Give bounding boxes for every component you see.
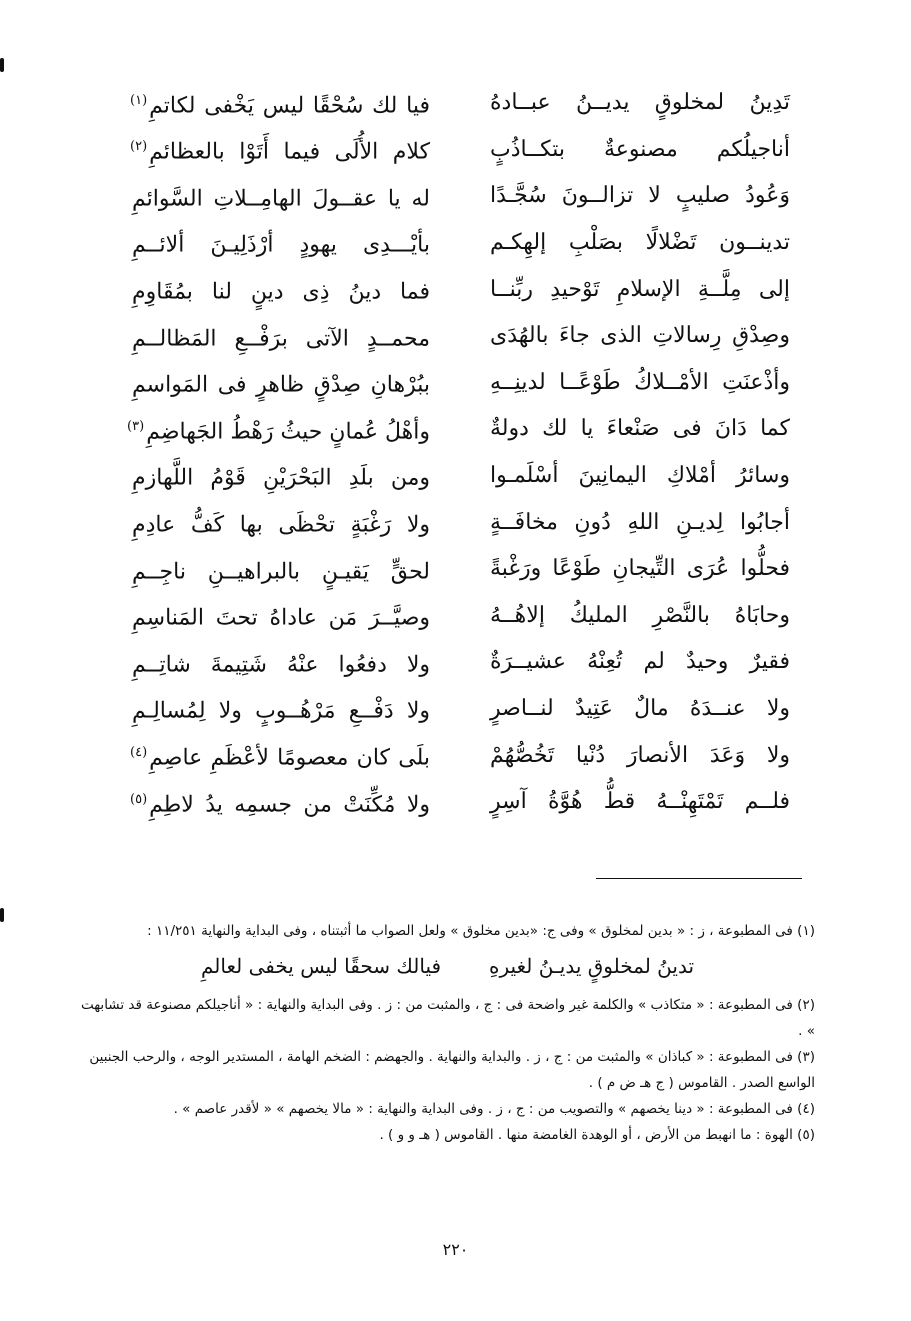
hemistich-text: وأهْلُ عُمانٍ حيثُ رَهْطُ الجَهاضِمِ [146, 419, 430, 445]
verse-line [130, 639, 790, 686]
verse-right-hemistich: تدينــون تَضْلالًا بصَلْبِ إلهِكـم [490, 230, 790, 256]
footnote-verse-right: تدينُ لمخلوقٍ يديـنُ لغيرهِ [489, 954, 695, 978]
hemistich-text: فيا لك سُحْقًا ليس يَخْفى لكاتمِ [149, 92, 430, 118]
footnote-1: (١) فى المطبوعة ، ز : « بدين لمخلوق » وفى ج: «بدين مخلوق » ولعل الصواب ما أثبتناه ، وفى البداية والنهاية ١١/٢٥١ : [147, 923, 815, 939]
verse-line [130, 80, 790, 127]
verse-line [130, 499, 790, 546]
verse-right-hemistich: وصِدْقِ رِسالاتِ الذى جاءَ بالهُدَى [490, 323, 790, 349]
footnote-divider [596, 878, 802, 879]
verse-right-hemistich: وَعُودُ صليبٍ لا تزالــونَ سُجَّـدًا [490, 183, 790, 209]
verse-left-hemistich [130, 590, 430, 641]
verse-left-hemistich [130, 311, 430, 362]
verse-line [127, 406, 790, 453]
verse-line [130, 546, 790, 593]
footnotes [80, 918, 815, 1148]
verse-left-hemistich [130, 544, 430, 595]
footnote-ref: (٥) [130, 791, 148, 807]
verse-right-hemistich: إلى مِلَّــةِ الإسلامِ تَوْحيدِ ربِّنــا [490, 276, 790, 302]
hemistich-text: وصيَّــرَ مَن عاداهُ تحتَ المَناسِمِ [132, 605, 430, 631]
scan-edge-mark [0, 58, 4, 72]
verse-right-hemistich: تَدِينُ لمخلوقٍ يديــنُ عبــادهُ [490, 90, 790, 116]
hemistich-text: بأيْـــدِى يهودٍ أرْذَلِيـنَ ألائــمِ [132, 232, 430, 258]
hemistich-text: كلام الأُلَى فيما أَتَوْا بالعظائمِ [149, 139, 430, 165]
verse-left-hemistich [130, 264, 430, 315]
footnote-1-verse [80, 946, 815, 986]
verse-left-hemistich [127, 404, 430, 455]
hemistich-text: فما دينُ ذِى دينٍ لنا بمُقَاوِمِ [132, 279, 430, 305]
verse-left-hemistich [130, 171, 430, 222]
verse-line [130, 266, 790, 313]
hemistich-text: له يا عقــولَ الهامِــلاتِ السَّوائمِ [132, 186, 430, 212]
verse-right-hemistich: وسائرُ أمْلاكِ اليمانِينَ أسْلَمـوا [490, 463, 790, 489]
verse-left-hemistich [130, 124, 430, 175]
verse-line [130, 313, 790, 360]
hemistich-text: ولا دَفْــعِ مَرْهُــوبٍ ولا لِمُسالِـمِ [132, 698, 430, 724]
hemistich-text: ولا رَغْبَةٍ تحْظَى بها كَفُّ عادِمِ [132, 512, 430, 538]
hemistich-text: محمــدٍ الآتى برَفْــعِ المَظالــمِ [132, 325, 430, 351]
verse-right-hemistich: أناجيلُكم مصنوعةٌ بتكــاذُبٍ [490, 136, 790, 162]
hemistich-text: ببُرْهانِ صِدْقٍ ظاهرٍ فى المَواسمِ [132, 372, 430, 398]
verse-right-hemistich: وأذْعنَتِ الأمْــلاكُ طَوْعًــا لدينِــهِ [490, 369, 790, 395]
verse-left-hemistich [130, 357, 430, 408]
footnote-ref: (٤) [130, 744, 148, 760]
verse-left-hemistich [130, 637, 430, 688]
verse-right-hemistich: فقيرٌ وحيدٌ لم تُعِنْهُ عشيــرَةٌ [490, 649, 790, 675]
verse-line [130, 732, 790, 779]
verse-right-hemistich: فحلُّوا عُرَى التِّيجانِ طَوْعًا ورَغْبةً [490, 556, 790, 582]
page-number: ٢٢٠ [442, 1240, 469, 1259]
verse-left-hemistich [130, 217, 430, 268]
verse-right-hemistich: ولا وَعَدَ الأنصارَ دُنْيا تَخُصُّهُمْ [490, 742, 790, 768]
verse-left-hemistich [130, 777, 430, 828]
footnote-ref: (٣) [127, 418, 145, 434]
verse-right-hemistich: ولا عنــدَهُ مالٌ عَتِيدٌ لنــاصرٍ [490, 696, 790, 722]
footnote-ref: (١) [130, 92, 148, 108]
footnote-verse-left: فيالك سحقًا ليس يخفى لعالمِ [200, 954, 442, 978]
verse-right-hemistich: أجابُوا لِديـنِ اللهِ دُونِ مخافَــةٍ [490, 509, 790, 535]
verse-line [130, 779, 790, 826]
footnote-2: (٢) فى المطبوعة : « متكاذب » والكلمة غير واضحة فى : ج ، والمثبت من : ز . وفى البداية والنهاية : « أناجيلكم مصنوعة قد تشابهت » . [80, 997, 815, 1039]
scan-edge-mark [0, 908, 4, 922]
footnote-3: (٣) فى المطبوعة : « كباذان » والمثبت من : ج ، ز . والبداية والنهاية . والجهضم : الضخم الهامة ، المستدير الوجه ، والرحب الجنبين الواسع الصدر . القاموس ( ج هـ ض م ) . [89, 1049, 815, 1091]
poem [127, 80, 790, 826]
hemistich-text: ومن بلَدِ البَحْرَيْنِ قَوْمُ اللَّهازمِ [132, 465, 430, 491]
verse-right-hemistich: وحابَاهُ بالنَّصْرِ المليكُ إلاهُــهُ [490, 602, 790, 628]
hemistich-text: لحقٍّ يَقيـنٍ بالبراهيــنِ ناجِــمِ [132, 558, 430, 584]
hemistich-text: ولا مُكِّنَتْ من جسمِه يدُ لاطِمِ [149, 791, 430, 817]
verse-line [130, 453, 790, 500]
verse-line [130, 686, 790, 733]
footnote-4: (٤) فى المطبوعة : « دينا يخصهم » والتصويب من : ج ، ز . وفى البداية والنهاية : « مالا يخصهم » « لأقدر عاصم » . [173, 1101, 815, 1117]
verse-line [130, 173, 790, 220]
verse-left-hemistich [130, 683, 430, 734]
footnote-ref: (٢) [130, 139, 148, 155]
verse-left-hemistich [130, 450, 430, 501]
verse-line [130, 127, 790, 174]
verse-right-hemistich: فلــم تَمْتَهِنْــهُ قطُّ هُوَّةُ آسِرٍ [490, 789, 790, 815]
verse-left-hemistich [130, 78, 430, 129]
verse-left-hemistich [130, 730, 430, 781]
footnote-5: (٥) الهوة : ما انهبط من الأرض ، أو الوهدة الغامضة منها . القاموس ( هـ و و ) . [379, 1127, 815, 1143]
verse-left-hemistich [130, 497, 430, 548]
verse-line [130, 220, 790, 267]
verse-line [130, 593, 790, 640]
hemistich-text: بلَى كان معصومًا لأعْظَمِ عاصِمِ [149, 745, 430, 771]
verse-line [130, 360, 790, 407]
verse-right-hemistich: كما دَانَ فى صَنْعاءَ يا لك دولةٌ [490, 416, 790, 442]
hemistich-text: ولا دفعُوا عنْهُ شَتِيمةَ شاتِــمِ [132, 652, 430, 678]
